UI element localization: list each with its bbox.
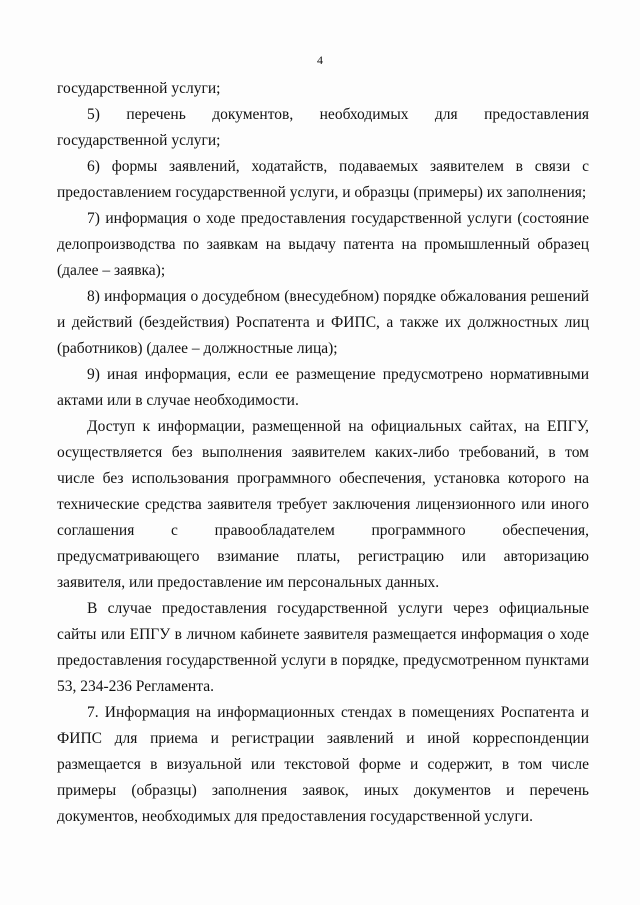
list-item-7: 7) информация о ходе предоставления государственной услуги (состояние делопроизводства по заявкам на выдачу патента на промышленный образец (далее – заявка);	[57, 210, 589, 279]
paragraph-item-7: 7. Информация на информационных стендах в помещениях Роспатента и ФИПС для приема и регистрации заявлений и иной корреспонденции размещается в визуальной или текстовой форме и содержит, в том числе примеры (образцы) заполнения заявок, иных документов и перечень документов, необходимых для предоставления государственной услуги.	[57, 704, 589, 825]
list-item-5: 5) перечень документов, необходимых для предоставления государственной услуги;	[57, 106, 589, 149]
paragraph-access: Доступ к информации, размещенной на официальных сайтах, на ЕПГУ, осуществляется без выполнения заявителем каких-либо требований, в том числе без использования программного обеспечения, установка которого на технические средства заявителя требует заключения лицензионного или иного соглашения с правообладателем программного обеспечения, предусматривающего взимание платы, регистрацию или авторизацию заявителя, или предоставление им персональных данных.	[57, 418, 589, 591]
paragraph-personal-cabinet: В случае предоставления государственной услуги через официальные сайты или ЕПГУ в личном кабинете заявителя размещается информация о ходе предоставления государственной услуги в порядке, предусмотренном пунктами 53, 234-236 Регламента.	[57, 600, 589, 695]
list-item-8: 8) информация о досудебном (внесудебном) порядке обжалования решений и действий (бездействия) Роспатента и ФИПС, а также их должностных лиц (работников) (далее – должностные лица);	[57, 288, 589, 357]
paragraph-continuation: государственной услуги;	[57, 80, 221, 97]
list-item-9: 9) иная информация, если ее размещение предусмотрено нормативными актами или в случае необходимости.	[57, 366, 589, 409]
page-number: 4	[317, 53, 323, 67]
document-body	[57, 76, 589, 830]
list-item-6: 6) формы заявлений, ходатайств, подаваемых заявителем в связи с предоставлением государственной услуги, и образцы (примеры) их заполнения;	[57, 158, 589, 201]
